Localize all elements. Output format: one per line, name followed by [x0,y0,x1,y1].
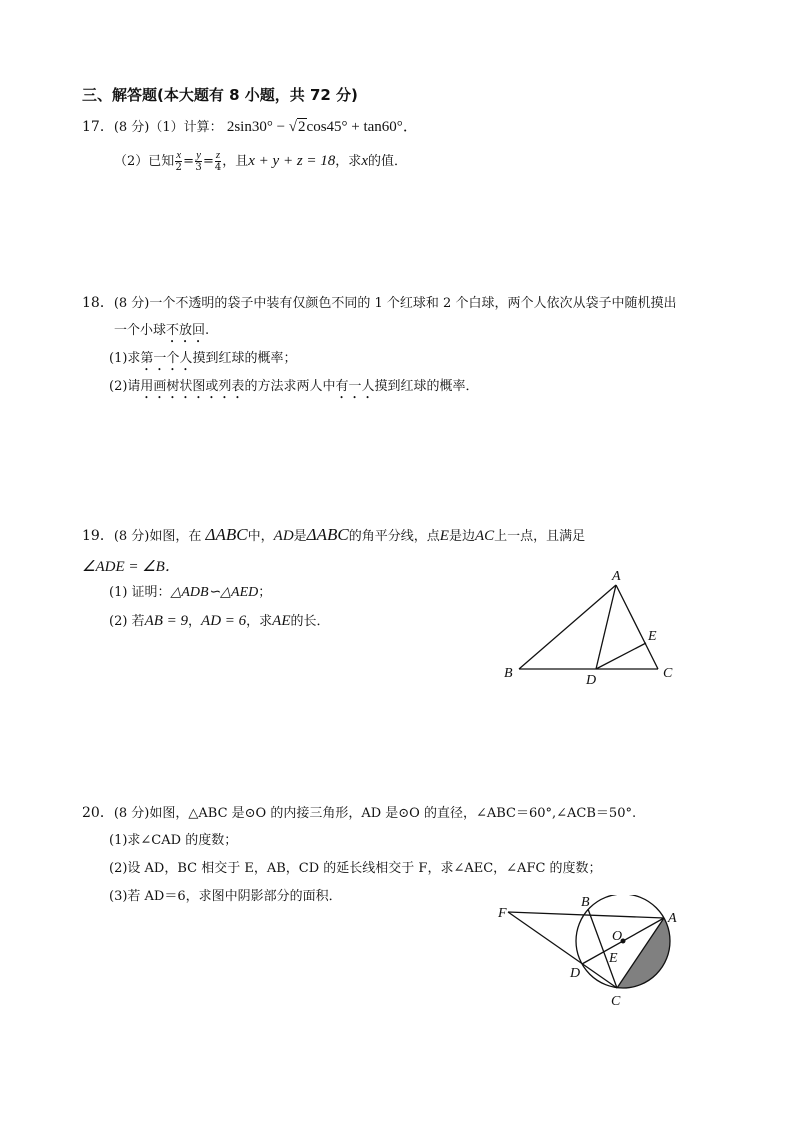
segment-ab [519,585,616,669]
q18-number: 18． [82,295,114,311]
q17-part2-prefix: （2）已知 [114,154,175,169]
q18-line1 [82,294,676,313]
q18-score: (8 分) [113,296,150,311]
label-a: A [668,911,677,926]
label-f: F [498,906,507,921]
q19-sub2: (2) 若AB = 9，AD = 6，求AE的长． [109,613,330,629]
q17-expr: 2sin30° − √2cos45° + tan60°． [226,119,418,135]
label-b: B [504,666,513,681]
q19-triangle-figure [495,565,685,690]
q18-line2: 一个小球不放回. [114,323,210,338]
q20-line1: 20．(8 分)如图，△ABC 是⊙O 的内接三角形，AD 是⊙O 的直径，∠ABC＝60°,∠ACB＝50°. [82,805,637,821]
segment-ad [596,585,616,669]
label-e: E [609,951,618,966]
segment-ac [616,585,658,669]
fraction-y: $\frac{y}{3}$ [195,149,202,173]
label-c: C [663,666,673,681]
segment-de [596,643,646,669]
q19-line2: ∠ADE = ∠B． [82,559,180,575]
label-d: D [586,673,597,688]
q20-sub3: (3)若 AD＝6，求图中阴影部分的面积． [109,889,342,904]
q20-circle-figure [494,895,689,1015]
shaded-segment [617,918,670,988]
section-title: 三、解答题(本大题有 8 小题，共 72 分) [82,86,358,104]
label-e: E [648,629,657,644]
label-b: B [581,895,590,910]
q19-sub1: (1) 证明：△ADB∽△AED； [109,585,272,600]
q18-text-1: 一个不透明的袋子中装有仅颜色不同的 1 个红球和 2 个白球，两个人依次从袋子中随机摸出 [149,296,677,311]
fraction-z: $\frac{z}{4}$ [214,149,222,173]
q18-sub1: (1)求第一个人摸到红球的概率； [109,351,297,366]
label-a: A [612,569,621,584]
q17-part1-prefix: （1）计算： [149,120,223,135]
q20-number: 20． [82,805,114,821]
q17-part1 [82,118,418,137]
q20-sub2: (2)设 AD，BC 相交于 E，AB，CD 的延长线相交于 F，求∠AEC，∠AFC 的度数； [109,861,602,876]
q17-part2: （2）已知 $\frac{x}{2}$ = $\frac{y}{3}$ = $\frac{z}{4}$ ，且x + y + z = 18，求x的值． [114,149,407,173]
label-c: C [611,994,621,1009]
fraction-x: $\frac{x}{2}$ [175,149,182,173]
label-o: O [612,929,623,944]
segment-fc [508,912,617,988]
q17-condition: x + y + z = 18 [248,153,336,169]
q17-number: 17． [82,119,114,135]
q20-sub1: (1)求∠CAD 的度数； [109,833,238,848]
q18-sub2: (2)请用画树状图或列表的方法求两人中有一人摸到红球的概率． [109,379,479,394]
q17-score: (8 分) [113,120,150,135]
q19-line1: 19．(8 分)如图，在 ΔABC中，AD是ΔABC的角平分线，点E是边AC上一点，且满足 [82,525,586,544]
q19-number: 19． [82,528,114,544]
label-d: D [570,966,581,981]
